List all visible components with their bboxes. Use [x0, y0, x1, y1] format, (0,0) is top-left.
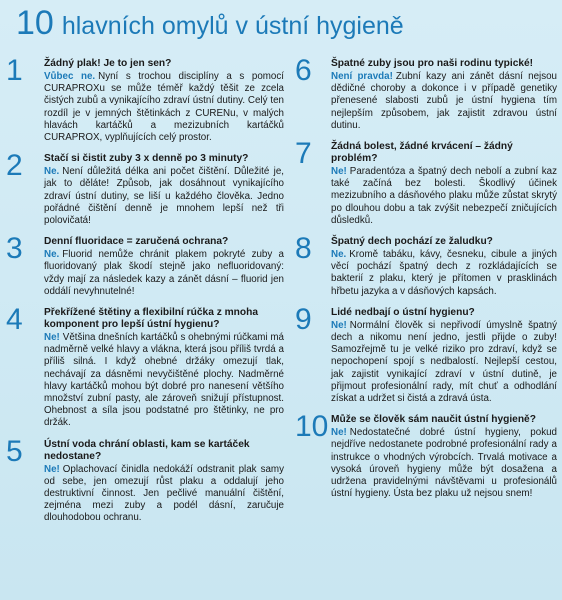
- item-number: 8: [295, 232, 312, 266]
- item-heading: Žádná bolest, žádné krvácení – žádný problém?: [331, 141, 513, 165]
- item-lead: Není pravda!: [331, 71, 393, 82]
- page-title: [16, 4, 404, 43]
- myth-item-8: [295, 232, 557, 298]
- item-body: [331, 427, 557, 500]
- item-text: Kromě tabáku, kávy, česneku, cibule a jiných věcí pochází špatný dech z rozkládajících se bakterií z plaku, který je přítomen v prasklinách hřbetu jazyka a v dásňových kapsách.: [331, 249, 557, 297]
- item-heading: Žádný plak! Je to jen sen?: [44, 58, 172, 69]
- item-lead: Ne!: [331, 319, 347, 331]
- item-number: 1: [6, 54, 23, 87]
- item-text: Normální člověk si nepřivodí úmyslně špatný dech a nikomu není jedno, jestli přijde o zuby! Samozřejmě tu je velké riziko pro zdraví, když se nepochopení spojí s nedbalostí. Nejlepší cestou, jak zajistit vynikající zdraví v ústní dutině, je přijmout profesionální rady, mít chuť a odhodlání získat a udržet si čistá a zdravá ústa.: [331, 319, 557, 405]
- item-text: Zubní kazy ani zánět dásní nejsou dědičné choroby a dokonce i v případě genetiky přenesené slabosti zubů je ústní hygiena tím nejlepším způsobem, jak zajistit zdravou ústní dutinu.: [331, 71, 557, 131]
- myth-item-4: [6, 303, 284, 430]
- item-body: [331, 166, 557, 227]
- right-column: [295, 54, 557, 509]
- myth-item-1: [6, 54, 284, 144]
- item-lead: Ne.: [44, 249, 60, 261]
- myth-item-10: [295, 410, 557, 500]
- item-text: Fluorid nemůže chránit plakem pokryté zuby a fluoridovaný plak škodí stejně jako nefluoridovaný: vždy mají za následek kazy a zánět dásní – fluorid jen oddálí nevyhnutelné!: [44, 249, 284, 297]
- item-number: 5: [6, 434, 23, 468]
- item-heading: Denní fluoridace = zaručená ochrana?: [44, 236, 229, 248]
- item-body: [44, 71, 284, 144]
- item-body: [331, 71, 557, 132]
- item-lead: Ne!: [44, 463, 60, 475]
- item-text: Není důležitá délka ani počet čištění. Důležité je, jak to děláte! Způsob, jak dosáhnout vynikajícího zdraví ústní dutiny, se liší u každého člověka. Jedno pořádné čištění denně je mnohem lepší než tři polovičatá!: [44, 166, 284, 227]
- myth-item-6: [295, 54, 557, 132]
- myth-item-9: [295, 302, 557, 405]
- item-number: 3: [6, 232, 23, 266]
- item-lead: Ne.: [44, 166, 60, 178]
- item-heading: Může se člověk sám naučit ústní hygieně?: [331, 414, 536, 426]
- item-body: [44, 166, 284, 227]
- item-heading: Stačí si čistit zuby 3 x denně po 3 minuty?: [44, 153, 249, 165]
- item-number: 9: [295, 302, 312, 336]
- left-column: [6, 54, 284, 534]
- item-heading: Překřížené štětiny a flexibilní rúčka z mnoha komponent pro lepší ústní hygienu?: [44, 307, 259, 331]
- title-text: hlavních omylů v ústní hygieně: [61, 12, 404, 40]
- item-lead: Ne!: [331, 166, 347, 178]
- item-text: Nedostatečné dobré ústní hygieny, pokud nejdříve nedostanete podrobné profesionální rady a instrukce o vhodných výrobcích. Trvalá motivace a vysoká úroveň hygieny může být dosažena a udržena pravidelnými návštěvami u profesionálů ústní hygieny. Ústa bez plaku už nejsou snem!: [331, 427, 557, 500]
- item-lead: Ne!: [331, 427, 347, 439]
- item-heading: Lidé nedbají o ústní hygienu?: [331, 306, 475, 318]
- title-number: 10: [16, 4, 54, 42]
- item-number: 10: [295, 410, 329, 444]
- item-body: [44, 332, 284, 430]
- item-lead: Ne.: [331, 249, 347, 261]
- item-body: [331, 320, 557, 405]
- item-lead: Vůbec ne.: [44, 71, 96, 82]
- item-body: [44, 249, 284, 298]
- item-heading: Špatný dech pochází ze žaludku?: [331, 236, 493, 248]
- item-text: Paradentóza a špatný dech nebolí a zubní kaz také začíná bez bolesti. Škodlivý účinek mezizubního a dásňového plaku může zůstat skrytý po dlouhou dobu a tak zvýšit nebezpečí zničujících důsledků.: [331, 166, 557, 226]
- myth-item-3: [6, 232, 284, 298]
- item-text: Většina dnešních kartáčků s ohebnými rúčkami má nadměrně velké hlavy a vlákna, která jsou příliš tvrdá a příliš silná. I když ohebné držáky omezují tlak, nechávají za dásněmi nevyčištěné plochy. Nadměrné hlavy kartáčků mohou být dobré pro nanesení většího množství zubní pasty, ale zároveň snižují přístupnost. Ohebnost a síla jsou podstatné pro štětinky, ne pro držák.: [44, 332, 284, 429]
- item-lead: Ne!: [44, 332, 60, 344]
- item-heading: Špatné zuby jsou pro naši rodinu typické!: [331, 58, 534, 69]
- myth-item-2: [6, 149, 284, 227]
- item-number: 6: [295, 54, 312, 87]
- item-number: 7: [295, 137, 312, 171]
- item-text: Oplachovací činidla nedokáží odstranit plak samy od sebe, jen omezují růst plaku a oddalují jeho destruktivní činnost. Jen pečlivé manuální čištění, zejména mezi zuby a podél dásní, zaručuje dlouhodobou ochranu.: [44, 463, 284, 524]
- myth-item-7: [295, 137, 557, 227]
- item-number: 4: [6, 303, 23, 337]
- item-heading: Ústní voda chrání oblasti, kam se kartáček nedostane?: [44, 438, 250, 462]
- item-body: [44, 464, 284, 525]
- item-body: [331, 249, 557, 298]
- myth-item-5: [6, 434, 284, 525]
- item-text: Nyní s trochou disciplíny a s pomocí CURAPROXu se může téměř každý těšit ze zcela čistých zubů a vynikajícího zdraví ústní dutiny. Celý ten rozdíl je v jemných štětinkách z CURENu, v malých hlavách kartáčků a mezizubních kartáčků CURAPROX, vyplňujících celý prostor.: [44, 71, 284, 144]
- item-number: 2: [6, 149, 23, 183]
